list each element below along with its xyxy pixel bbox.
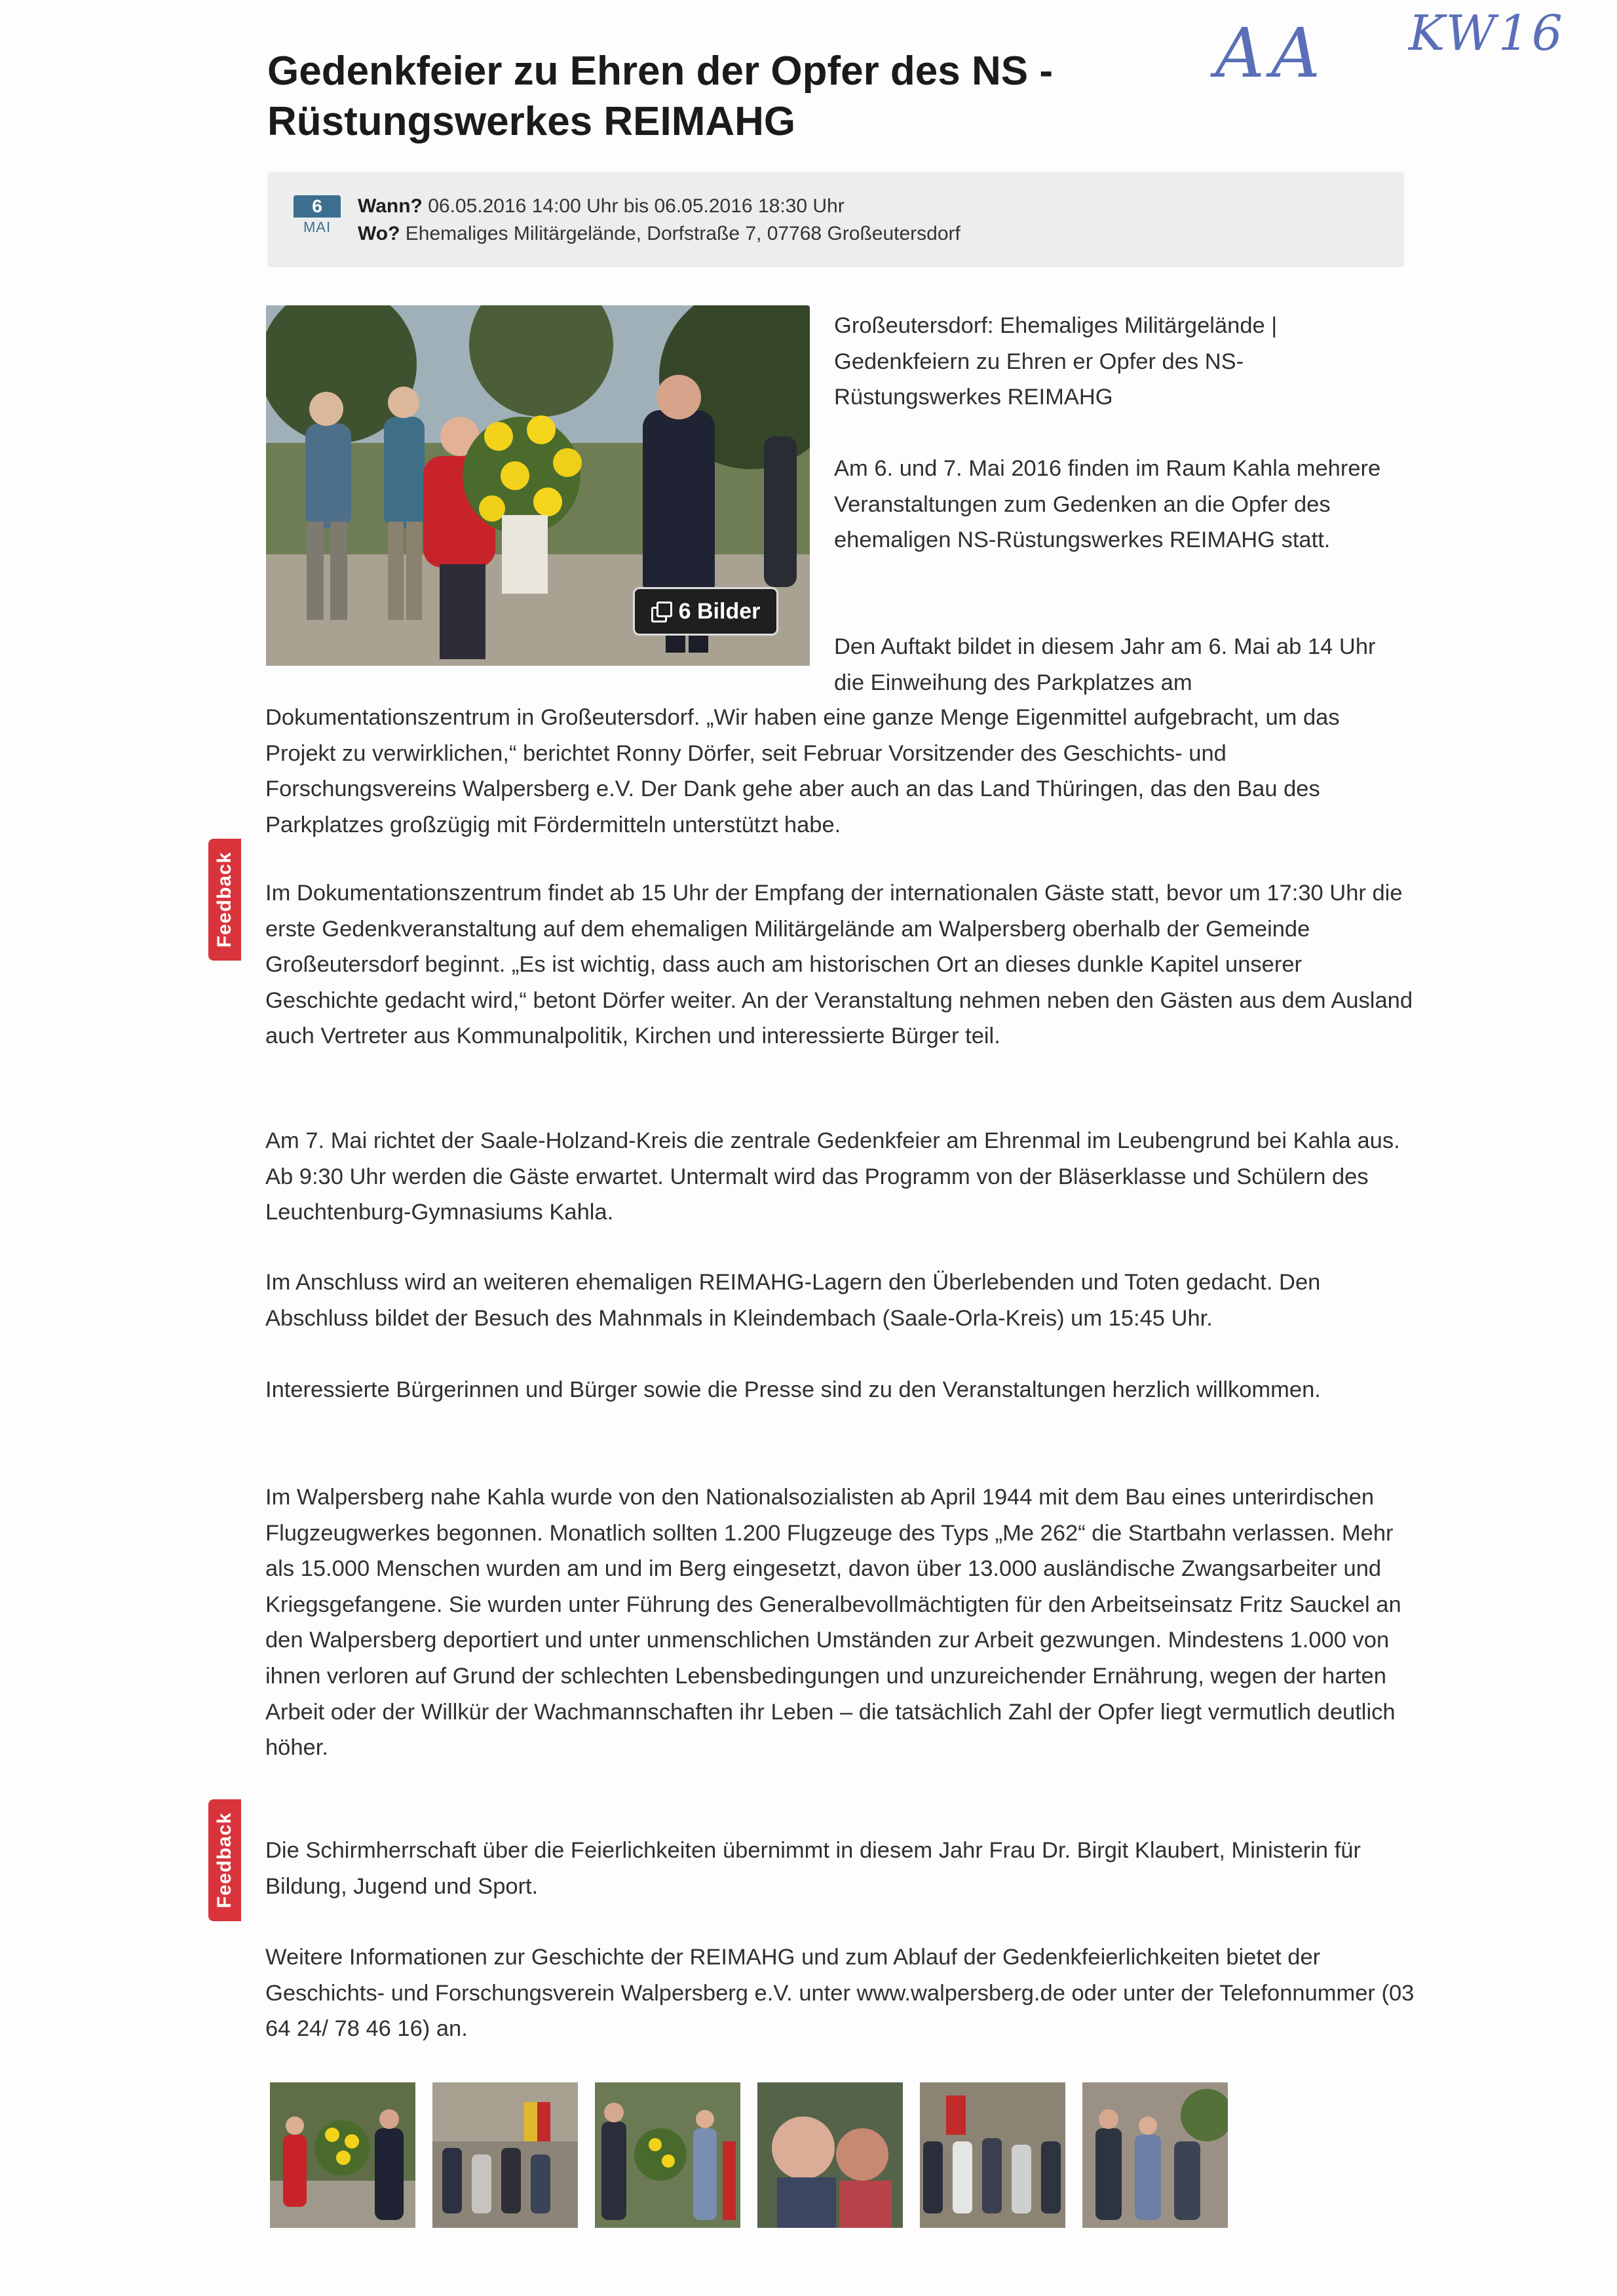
feedback-label: Feedback	[214, 851, 235, 948]
article-paragraph: Im Anschluss wird an weiteren ehemaligen REIMAHG-Lagern den Überlebenden und Toten gedacht. Den Abschluss bildet der Besuch des Mahnmals in Kleindembach (Saale-Orla-Kreis) um 15:45 Uhr.	[265, 1270, 1321, 1331]
calendar-day: 6	[294, 195, 341, 218]
photo-thumbnail[interactable]	[1082, 2082, 1228, 2228]
article-paragraph: Am 7. Mai richtet der Saale-Holzand-Kreis die zentrale Gedenkfeier am Ehrenmal im Leubengrund bei Kahla aus. Ab 9:30 Uhr werden die Gäste erwartet. Untermalt wird das Programm von der Bläserklasse und Schülern des Leuchtenburg-Gymnasiums Kahla.	[265, 1128, 1400, 1225]
event-when	[358, 195, 845, 218]
article-paragraph: Am 6. und 7. Mai 2016 finden im Raum Kahla mehrere Veranstaltungen zum Gedenken an die Opfer des ehemaligen NS-Rüstungswerkes REIMAHG statt.	[834, 456, 1381, 553]
article-paragraph: Im Dokumentationszentrum findet ab 15 Uhr der Empfang der internationalen Gäste statt, bevor um 17:30 Uhr die erste Gedenkveranstaltung auf dem ehemaligen Militärgelände am Walpersberg oberhalb der Gemeinde Großeutersdorf beginnt. „Es ist wichtig, dass auch am historischen Ort an dieses dunkle Kapitel unserer Geschichte gedacht wird,“ betont Dörfer weiter. An der Veranstaltung nehmen neben den Gästen aus dem Ausland auch Vertreter aus Kommunalpolitik, Kirchen und interessierte Bürger teil.	[265, 881, 1413, 1049]
handwritten-week-note: KW16	[1409, 5, 1565, 62]
article-paragraph: Interessierte Bürgerinnen und Bürger sowie die Presse sind zu den Veranstaltungen herzlich willkommen.	[265, 1377, 1321, 1402]
main-photo[interactable]	[266, 305, 810, 666]
photo-thumbnail[interactable]	[432, 2082, 578, 2228]
photo-count-label: 6 Bilder	[678, 598, 761, 624]
article-paragraph: Die Schirmherrschaft über die Feierlichkeiten übernimmt in diesem Jahr Frau Dr. Birgit Klaubert, Ministerin für Bildung, Jugend und Sport.	[265, 1838, 1361, 1899]
when-value: 06.05.2016 14:00 Uhr bis 06.05.2016 18:30 Uhr	[428, 195, 845, 217]
article-paragraph: Großeutersdorf: Ehemaliges Militärgelände | Gedenkfeiern zu Ehren er Opfer des NS-Rüstungswerkes REIMAHG	[834, 313, 1278, 410]
photo-thumbnail-strip	[270, 2082, 1233, 2228]
where-value: Ehemaliges Militärgelände, Dorfstraße 7, 07768 Großeutersdorf	[405, 223, 961, 244]
feedback-tab[interactable]	[208, 839, 241, 961]
calendar-icon	[294, 195, 341, 239]
gallery-icon	[651, 602, 671, 621]
event-where	[358, 223, 961, 245]
photo-count-badge[interactable]	[633, 587, 778, 636]
article-title: Gedenkfeier zu Ehren der Opfer des NS - Rüstungswerkes REIMAHG	[267, 48, 1053, 144]
photo-thumbnail[interactable]	[757, 2082, 903, 2228]
photo-thumbnail[interactable]	[920, 2082, 1065, 2228]
photo-thumbnail[interactable]	[595, 2082, 740, 2228]
photo-thumbnail[interactable]	[270, 2082, 415, 2228]
article-paragraph: Dokumentationszentrum in Großeutersdorf. „Wir haben eine ganze Menge Eigenmittel aufgebracht, um das Projekt zu verwirklichen,“ berichtet Ronny Dörfer, seit Februar Vorsitzender des Geschichts- und Forschungsvereins Walpersberg e.V. Der Dank gehe aber auch an das Land Thüringen, das den Bau des Parkplatzes großzügig mit Fördermitteln unterstützt habe.	[265, 705, 1340, 837]
article-paragraph: Weitere Informationen zur Geschichte der REIMAHG und zum Ablauf der Gedenkfeierlichkeiten bietet der Geschichts- und Forschungsverein Walpersberg e.V. unter www.walpersberg.de oder unter der Telefonnummer (03 64 24/ 78 46 16) an.	[265, 1945, 1415, 2042]
feedback-label: Feedback	[214, 1812, 235, 1909]
where-label: Wo?	[358, 223, 400, 244]
article-paragraph: Im Walpersberg nahe Kahla wurde von den Nationalsozialisten ab April 1944 mit dem Bau eines unterirdischen Flugzeugwerkes begonnen. Monatlich sollten 1.200 Flugzeuge des Typs „Me 262“ die Startbahn verlassen. Mehr als 15.000 Menschen wurden am und im Berg eingesetzt, davon über 13.000 ausländische Zwangsarbeiter und Kriegsgefangene. Sie wurden unter Führung des Generalbevollmächtigten für den Arbeitseinsatz Fritz Sauckel an den Walpersberg deportiert und unter unmenschlichen Umständen zur Arbeit gezwungen. Mindestens 1.000 von ihnen verloren auf Grund der schlechten Lebensbedingungen und unzureichender Ernährung, wegen der harten Arbeit oder der Willkür der Wachmannschaften ihr Leben – die tatsächlich Zahl der Opfer liegt vermutlich deutlich höher.	[265, 1485, 1401, 1761]
feedback-tab[interactable]	[208, 1799, 241, 1921]
calendar-month: MAI	[303, 219, 332, 235]
article-paragraph: Den Auftakt bildet in diesem Jahr am 6. Mai ab 14 Uhr die Einweihung des Parkplatzes am	[834, 634, 1376, 695]
handwritten-initials: AA	[1215, 13, 1327, 93]
event-info-box	[267, 172, 1404, 267]
when-label: Wann?	[358, 195, 423, 217]
